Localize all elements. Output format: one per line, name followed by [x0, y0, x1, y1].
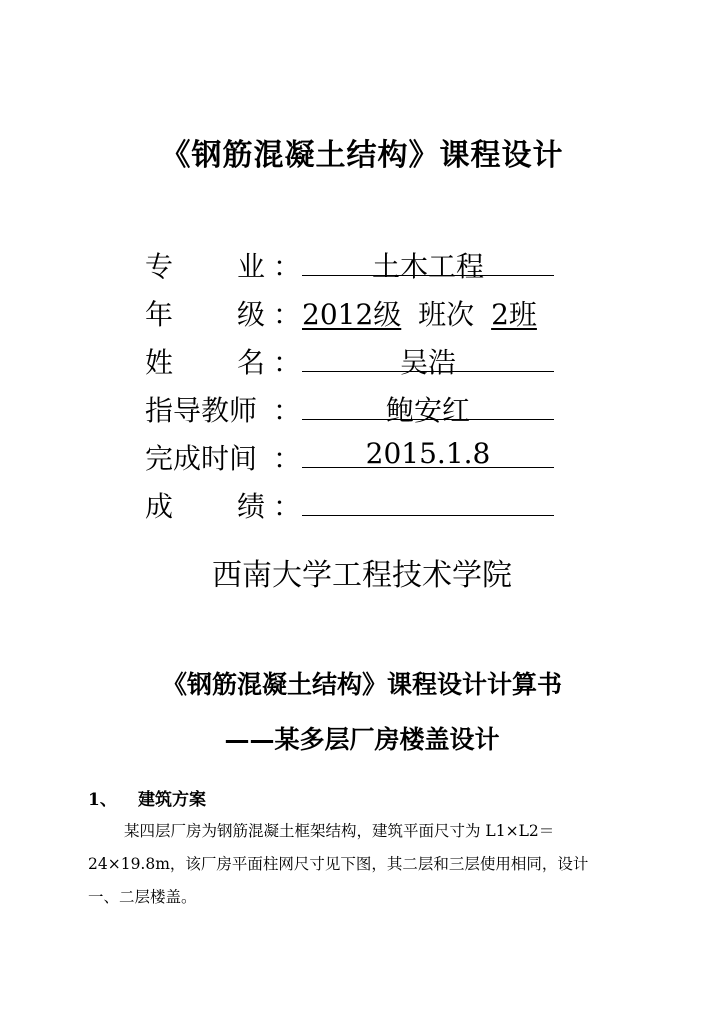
page-title: 《钢筋混凝土结构》课程设计	[160, 138, 564, 173]
name-label-b: 名	[237, 346, 266, 379]
colon: ：	[273, 490, 302, 523]
major-underline	[302, 275, 554, 276]
colon: ：	[273, 346, 302, 379]
colon: ：	[273, 442, 302, 475]
date-value: 2015.1.8	[365, 437, 491, 470]
college-name: 西南大学工程技术学院	[212, 558, 512, 593]
score-underline	[302, 515, 554, 516]
score-label-b: 绩	[237, 490, 266, 523]
class-value: 2班	[491, 298, 537, 331]
paragraph-line: 24×19.8m，该厂房平面柱网尺寸见下图，其二层和三层使用相同，设计	[88, 855, 589, 873]
major-label-b: 业	[237, 250, 266, 283]
calc-book-subtitle: ——某多层厂房楼盖设计	[224, 725, 500, 754]
colon: ：	[273, 394, 302, 427]
advisor-underline	[302, 419, 554, 420]
grade-label-a: 年	[145, 298, 174, 331]
section-number: 1、	[88, 790, 117, 810]
body-paragraph	[88, 815, 640, 914]
advisor-label-text: 指导教师	[145, 394, 258, 427]
score-label-a: 成	[145, 490, 174, 523]
major-label-a: 专	[145, 250, 174, 283]
colon: ：	[273, 298, 302, 331]
date-label-text: 完成时间	[145, 442, 258, 475]
name-value: 吴浩	[399, 346, 456, 379]
grade-value	[302, 293, 537, 333]
grade-label-b: 级	[237, 298, 266, 331]
class-label: 班次	[418, 298, 475, 331]
date-underline	[302, 467, 554, 468]
advisor-value: 鲍安红	[385, 394, 470, 427]
colon: ：	[273, 250, 302, 283]
calc-book-title: 《钢筋混凝土结构》课程设计计算书	[161, 670, 562, 699]
paragraph-line: 某四层厂房为钢筋混凝土框架结构，建筑平面尺寸为 L1×L2＝	[124, 822, 555, 840]
paragraph-line: 一、二层楼盖。	[88, 888, 197, 906]
section-title: 建筑方案	[138, 790, 206, 810]
major-value: 土木工程	[371, 250, 484, 283]
grade-year: 2012级	[302, 298, 402, 331]
name-label-a: 姓	[145, 346, 174, 379]
name-underline	[302, 371, 554, 372]
